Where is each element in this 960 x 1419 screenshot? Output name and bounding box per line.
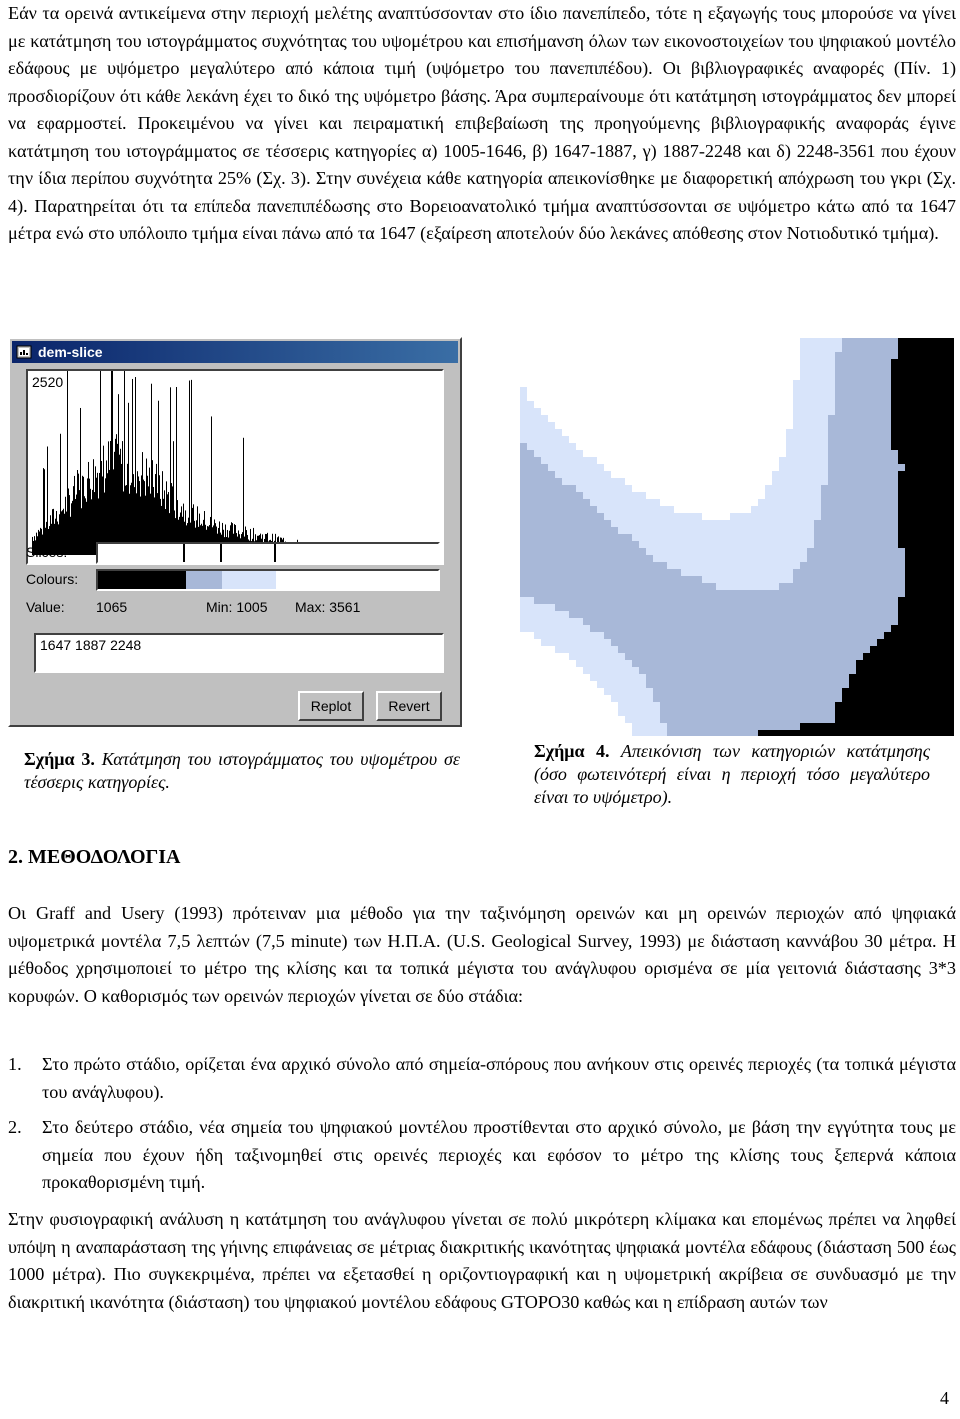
histogram-bar xyxy=(115,439,116,555)
histogram-bar xyxy=(119,455,120,555)
revert-button[interactable]: Revert xyxy=(376,691,442,721)
histogram-bar xyxy=(117,444,118,555)
histogram-bar xyxy=(92,490,93,555)
step-number: 1. xyxy=(8,1054,22,1074)
histogram-bar xyxy=(81,508,82,555)
colour-segment xyxy=(222,571,276,589)
colour-segment xyxy=(98,571,184,589)
figure4-caption xyxy=(534,740,930,809)
histogram-bar xyxy=(94,492,95,555)
histogram-bar xyxy=(47,447,48,555)
histogram-bar xyxy=(67,371,68,555)
app-icon xyxy=(16,344,32,360)
figure4-text: Απεικόνιση των κατηγοριών κατάτμησης (όσο φωτεινότερή είναι η περιοχή τόσο μεγαλύτερο είναι το υψόμετρο). xyxy=(534,741,931,807)
figure4-number: Σχήμα 4. xyxy=(534,741,610,761)
histogram-bar xyxy=(85,498,86,555)
histogram-bar xyxy=(77,470,78,555)
histogram-bar xyxy=(101,461,102,555)
histogram-bar xyxy=(44,469,45,555)
histogram-bar xyxy=(78,474,79,555)
histogram-bar xyxy=(83,477,84,555)
histogram-bar xyxy=(112,371,113,555)
histogram-bar xyxy=(128,403,129,555)
slice-values-input[interactable]: 1647 1887 2248 xyxy=(34,633,444,673)
histogram-bar xyxy=(71,503,72,555)
colours-label: Colours: xyxy=(26,571,79,587)
histogram-bar xyxy=(70,517,71,555)
slices-label: Slices: xyxy=(26,544,68,560)
section-title: 2. ΜΕΘΟΔΟΛΟΓΙΑ xyxy=(8,846,181,868)
slice-marker[interactable] xyxy=(220,544,222,562)
histogram-bar xyxy=(114,452,115,555)
replot-button[interactable]: Replot xyxy=(298,691,364,721)
histogram-bar xyxy=(76,495,77,555)
histogram-bar xyxy=(108,441,109,555)
histogram-bar xyxy=(90,489,91,555)
histogram-bar xyxy=(173,441,174,555)
step-text: Στο πρώτο στάδιο, ορίζεται ένα αρχικό σύνολο από σημεία-σπόρους που ανήκουν στις ορεινές περιοχές (τα τοπικά μέγιστα του ανάγλυφου). xyxy=(42,1054,956,1102)
page-number: 4 xyxy=(940,1388,949,1408)
step-number: 2. xyxy=(8,1117,22,1137)
histogram-bar xyxy=(86,502,87,555)
histogram-bar xyxy=(103,446,104,555)
histogram-panel xyxy=(26,369,444,565)
histogram-bar xyxy=(80,408,81,555)
histogram-bar xyxy=(152,460,153,555)
colours-bar xyxy=(96,569,440,591)
min-readout: Min: 1005 xyxy=(206,599,268,615)
histogram-bar xyxy=(142,452,143,555)
list-item xyxy=(8,1114,956,1198)
histogram-bar xyxy=(189,381,190,555)
histogram-bar xyxy=(158,401,159,555)
histogram-max-count: 2520 xyxy=(32,374,64,390)
histogram-bar xyxy=(69,495,70,555)
histogram-bar xyxy=(120,449,121,555)
figure3-number: Σχήμα 3. xyxy=(24,749,95,769)
histogram-bar xyxy=(91,499,92,555)
value-readout: 1065 xyxy=(96,599,128,615)
histogram-bar xyxy=(132,379,133,555)
method-paragraph: Οι Graff and Usery (1993) πρότειναν μια μέθοδο για την ταξινόμηση ορεινών και μη ορεινών περιοχών από ψηφιακά υψομετρικά μοντέλα 7,5 λεπτών (7,5 minute) των Η.Π.Α. (U.S. Geological Survey, 1993) με διάσταση καννάβου 30 μέτρα. Η μέθοδος χρησιμοποιεί το μέτρο της κλίσης και τα τοπικά μέγιστα του ανάγλυφου ορισμένα σε μία γειτονιά διάστασης 3*3 κορυφών. Ο καθορισμός των ορεινών περιοχών γίνεται σε δύο στάδια: xyxy=(8,903,956,1006)
histogram-bar xyxy=(68,488,69,555)
colour-segment xyxy=(186,571,222,589)
slice-marker[interactable] xyxy=(183,544,185,562)
max-readout: Max: 3561 xyxy=(295,599,361,615)
list-item xyxy=(8,1051,956,1107)
histogram-bar xyxy=(124,371,125,555)
window-title: dem-slice xyxy=(38,344,103,360)
histogram-bar xyxy=(75,499,76,555)
histogram-bar xyxy=(89,479,90,555)
histogram-bar xyxy=(82,476,83,555)
histogram-bar xyxy=(43,468,44,555)
histogram-bar xyxy=(116,434,117,555)
histogram-bar xyxy=(87,478,88,555)
histogram-bar xyxy=(211,416,212,555)
step-text: Στο δεύτερο στάδιο, νέα σημεία του ψηφιακού μοντέλου προστίθενται στο αρχικό σύνολο, με βάση την εγγύτητα τους με σημεία που έχουν ήδη ταξινομηθεί στις ορεινές περιοχές και εφόσον το μέτρο της κλίσης τους ξεπερνά κάποια προκαθορισμένη τιμή. xyxy=(42,1117,956,1192)
histogram-bar xyxy=(60,434,61,555)
histogram-bar xyxy=(122,441,123,555)
histogram-bar xyxy=(93,459,94,555)
histogram-bar xyxy=(72,501,73,555)
histogram-bar xyxy=(110,441,111,555)
window-titlebar[interactable] xyxy=(12,341,458,363)
histogram-bar xyxy=(135,377,136,555)
final-paragraph: Στην φυσιογραφική ανάλυση η κατάτμηση του ανάγλυφου γίνεται σε πολύ μικρότερη κλίμακα και επομένως πρέπει να ληφθεί υπόψη η αναπαράσταση της γήινης επιφάνειας σε μέτριας διακριτικής ικανότητας ψηφιακά μοντέλα εδάφους (διάσταση 500 έως 1000 μέτρα). Πιο συγκεκριμένα, πρέπει να εξετασθεί η οριζοντιογραφική και η υψομετρική ακρίβεια σε συνδυασμό με την διακριτική ικανότητα (διάσταση) του ψηφιακού μοντέλου εδάφους GTOPO30 καθώς και η επίδραση αυτών των xyxy=(8,1209,956,1312)
histogram-bar xyxy=(118,394,119,555)
histogram-bar xyxy=(191,380,192,555)
histogram-bar xyxy=(146,459,147,555)
colour-segment xyxy=(276,571,438,589)
histogram-bar xyxy=(84,496,85,555)
slices-bar[interactable] xyxy=(96,542,440,564)
histogram-bar xyxy=(243,438,244,555)
figure3-text: Κατάτμηση του ιστογράμματος του υψομέτρου σε τέσσερις κατηγορίες. xyxy=(24,749,460,792)
classified-elevation-map xyxy=(520,338,954,736)
histogram-bar xyxy=(88,462,89,555)
value-label: Value: xyxy=(26,599,65,615)
histogram-bar xyxy=(151,384,152,555)
dem-slice-window xyxy=(8,337,462,727)
histogram-bar xyxy=(100,371,101,555)
histogram-bar xyxy=(111,371,112,555)
figure3-caption xyxy=(24,748,460,794)
intro-paragraph: Εάν τα ορεινά αντικείμενα στην περιοχή μελέτης αναπτύσσονταν στο ίδιο πανεπίπεδο, τότε η εξαγωγής τους μπορούσε να γίνει με κατάτμηση του ιστογράμματος συχνότητας του υψομέτρου και επισήμανση όλων των εικονοστοιχείων του ψηφιακού μοντέλο εδάφους με υψόμετρο μεγαλύτερο από κάποια τιμή (υψόμετρο του πανεπιπέδου). Οι βιβλιογραφικές αναφορές (Πίν. 1) προσδιορίζουν ότι κάθε λεκάνη έχει το δικό της υψόμετρο βάσης. Άρα συμπεραίνουμε ότι κατάτμηση ιστογράμματος δεν μπορεί να εφαρμοστεί. Προκειμένου να γίνει και πειραματική επιβεβαίωση της προηγούμενης βιβλιογραφικής αναφοράς έγινε κατάτμηση του ιστογράμματος σε τέσσερις κατηγορίες α) 1005-1646, β) 1647-1887, γ) 1887-2248 και δ) 2248-3561 που έχουν την ίδια περίπου συχνότητα 25% (Σχ. 3). Στην συνέχεια κάθε κατηγορία απεικονίσθηκε με διαφορετική απόχρωση του γκρι (Σχ. 4). Παρατηρείται ότι τα επίπεδα πανεπιπέδωσης στο Βορειοανατολικό τμήμα αναπτύσσονται σε υψόμετρο κάτω από τα 1647 μέτρα ενώ στο υπόλοιπο τμήμα είναι πάνω από τα 1647 (εξαίρεση αποτελούν δύο λεκάνες απόθεσης στον Νοτιοδυτικό τμήμα). xyxy=(8,3,956,243)
histogram-bar xyxy=(106,460,107,555)
histogram-bar xyxy=(79,490,80,555)
histogram-bar xyxy=(74,476,75,555)
elevation-histogram xyxy=(28,371,442,563)
slice-marker[interactable] xyxy=(274,544,276,562)
histogram-bar xyxy=(176,387,177,555)
histogram-bar xyxy=(170,387,171,555)
histogram-bar xyxy=(73,486,74,555)
